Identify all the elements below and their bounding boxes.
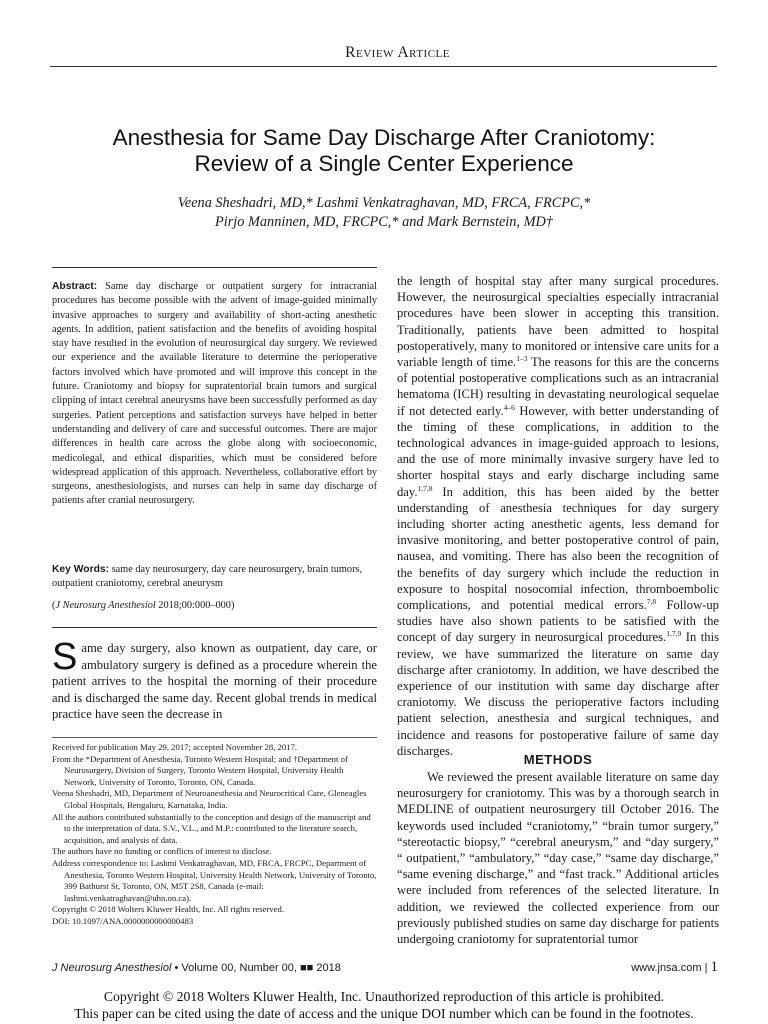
footnote-affiliations: From the *Department of Anesthesia, Toronto Western Hospital; and †Department of Neurosurgery, Division of Surgery, Toronto Western Hospital, University Health Network, University of Toronto, Toronto, ON, Canada. — [52, 753, 348, 787]
methods-paragraph: We reviewed the present available literature on same day neurosurgery for craniotomy. This was by a thorough search in MEDLINE of outpatient neurosurgery till October 2016. The keywords used included “craniotomy,” “brain tumor surgery,” “stereotactic biopsy,” “cerebral aneurysm,” and “day surgery,” “ outpatient,” “ambulatory,” “day case,” “same day discharge,” “same evening discharge,” and “fast track.” Additional articles were included from references of the selected literature. In addition, we reviewed the collected experience from our previously published studies on same day discharge for patients undergoing craniotomy for supratentorial tumor — [397, 770, 719, 947]
author-list — [60, 194, 708, 232]
title-line-1: Anesthesia for Same Day Discharge After Craniotomy: — [112, 125, 656, 150]
abstract-top-rule — [52, 267, 377, 268]
authors-line-1: Veena Sheshadri, MD,* Lashmi Venkatraghavan, MD, FRCA, FRCPC,* — [177, 195, 591, 211]
copyright-line-2: This paper can be cited using the date of access and the unique DOI number which can be found in the footnotes. — [74, 1005, 694, 1021]
footnote-correspondence: Address correspondence to: Lashmi Venkatraghavan, MD, FRCA, FRCPC, Department of Anesthesia, Toronto Western Hospital, University Health Network, University of Toronto, 399 Bathurst St, Toronto, ON, M5T 2S8, Canada (e-mail: lashmi.venkatraghavan@uhn.on.ca). — [52, 857, 377, 903]
abstract-bottom-rule — [52, 627, 377, 628]
footer-journal-info — [52, 962, 341, 974]
page-number: 1 — [710, 959, 718, 975]
title-line-2: Review of a Single Center Experience — [194, 151, 574, 176]
citation-journal: J Neurosurg Anesthesiol — [55, 600, 156, 611]
ref-citation[interactable]: 1–3 — [516, 354, 528, 364]
footnote-doi[interactable]: DOI: 10.1097/ANA.0000000000000483 — [52, 915, 194, 926]
introduction-paragraph — [52, 636, 377, 723]
citation-details: 2018;00:000–000) — [155, 600, 235, 611]
journal-citation: (J Neurosurg Anesthesiol 2018;00:000–000) — [52, 600, 235, 611]
footnote-conflicts: The authors have no funding or conflicts of interest to disclose. — [52, 846, 272, 857]
ref-citation[interactable]: 7,8 — [646, 597, 657, 607]
methods-heading: METHODS — [523, 752, 593, 767]
footnote-received: Received for publication May 29, 2017; accepted November 28, 2017. — [52, 742, 298, 752]
footer-issue: • Volume 00, Number 00, ■■ 2018 — [171, 962, 341, 974]
keywords-label: Key Words: — [52, 564, 110, 575]
copyright-line-1: Copyright © 2018 Wolters Kluwer Health, Inc. Unauthorized reproduction of this article is prohibited. — [103, 989, 665, 1004]
intro-text: ame day surgery, also known as outpatient, day care, or ambulatory surgery is defined as a procedure wherein the patient arrives to the hospital the morning of their procedure and is discharged the same day. Recent global trends in medical practice have seen the decrease in — [52, 641, 377, 722]
footnote-copyright: Copyright © 2018 Wolters Kluwer Health, Inc. All rights reserved. — [52, 904, 285, 915]
abstract-label: Abstract: — [52, 281, 98, 292]
article-title — [40, 125, 728, 177]
authors-line-2: Pirjo Manninen, MD, FRCPC,* and Mark Bernstein, MD† — [215, 214, 553, 230]
footnote-current-address: Veena Sheshadri, MD, Department of Neuroanesthesia and Neurocritical Care, Gleneagles Global Hospitals, Bengaluru, Karnataka, India. — [52, 788, 367, 810]
header-rule — [50, 66, 717, 67]
ref-citation[interactable]: 1,7,8 — [417, 483, 433, 493]
footer-url[interactable]: www.jnsa.com | — [631, 962, 711, 974]
footer-journal: J Neurosurg Anesthesiol — [52, 962, 172, 974]
drop-cap: S — [52, 636, 78, 678]
ref-citation[interactable]: 1,7,9 — [666, 629, 682, 639]
footer-website — [631, 959, 718, 976]
running-head-section: Review Article — [345, 44, 450, 61]
keywords — [52, 563, 377, 592]
ref-citation[interactable]: 4–6 — [503, 402, 515, 412]
footnotes — [52, 742, 377, 928]
abstract — [52, 280, 377, 509]
footnote-rule — [52, 737, 377, 738]
body-text-right: the length of hospital stay after many surgical procedures. However, the neurosurgical specialties especially intracranial procedures have been slower in accepting this transition. Traditionally, patients have been admitted to hospital postoperatively, many to monitored or intensive care units for a variable length of time.$^{1-3}$ The reasons for this are the concerns of potential postoperative complications such as an intracranial hematoma (ICH) resulting in devastating neurological sequelae if not detected early.$^{4-6}$ However, with better understanding of the timing of these complications, in addition to the technological advances in image-guided approach to lesions, and the use of more minimally invasive surgery have led to shorter hospital stays and early discharge including same day.$^{1,7,8}$ In addition, this has been aided by the better understanding of anesthesia techniques for day surgery including shorter acting anesthetic agents, less demand for invasive monitoring, and better postoperative control of pain, nausea, and vomiting. There has also been the recognition of the benefits of day surgery which include the reduction in exposure to hospital nosocomial infection, thromboembolic complications, and potential medical errors.$^{7,8}$ Follow-up studies have also shown patients to be satisfied with the concept of day surgery in neurosurgical procedures.$^{1,7,9}$ In this review, we have summarized the literature on same day discharge after craniotomy. In addition, we have described the experience of our institution with same day discharge after craniotomy. We discuss the perioperative factors including patient selection, anesthesia and surgical techniques, and incidence and reasons for postoperative failure of same day discharges. — [397, 274, 719, 758]
copyright-notice — [0, 989, 768, 1022]
abstract-text: Same day discharge or outpatient surgery for intracranial procedures has become possible with the advent of image-guided minimally invasive approaches to surgery and availability of short-acting anesthetic agents. In addition, patient satisfaction and the benefits of avoiding hospital stay have resulted in the evolution of neurosurgical day surgery. We reviewed our experience and the available literature to determine the perioperative factors involved which have promoted and will improve this concept in the future. Craniotomy and biopsy for supratentorial brain tumors and surgical clipping of intact cerebral aneurysms have been successfully performed as day surgeries. Patient perceptions and satisfaction surveys have helped in better understanding and delivery of care and successful outcomes. There are major differences in health care across the globe along with socioeconomic, medicolegal, and ethical disparities, which must be considered before widespread application of this approach. Nevertheless, collaborative effort by surgeons, anesthesiologists, and nurses can help in same day discharge of patients after cranial neurosurgery. — [52, 281, 377, 507]
footnote-contributions: All the authors contributed substantially to the conception and design of the manuscript and to the interpretation of data. S.V., V.L., and M.P.: contributed to the literature search, acquisition, and analysis of data. — [52, 811, 371, 845]
keywords-text: same day neurosurgery, day care neurosurgery, brain tumors, outpatient craniotomy, cerebral aneurysm — [52, 564, 363, 590]
